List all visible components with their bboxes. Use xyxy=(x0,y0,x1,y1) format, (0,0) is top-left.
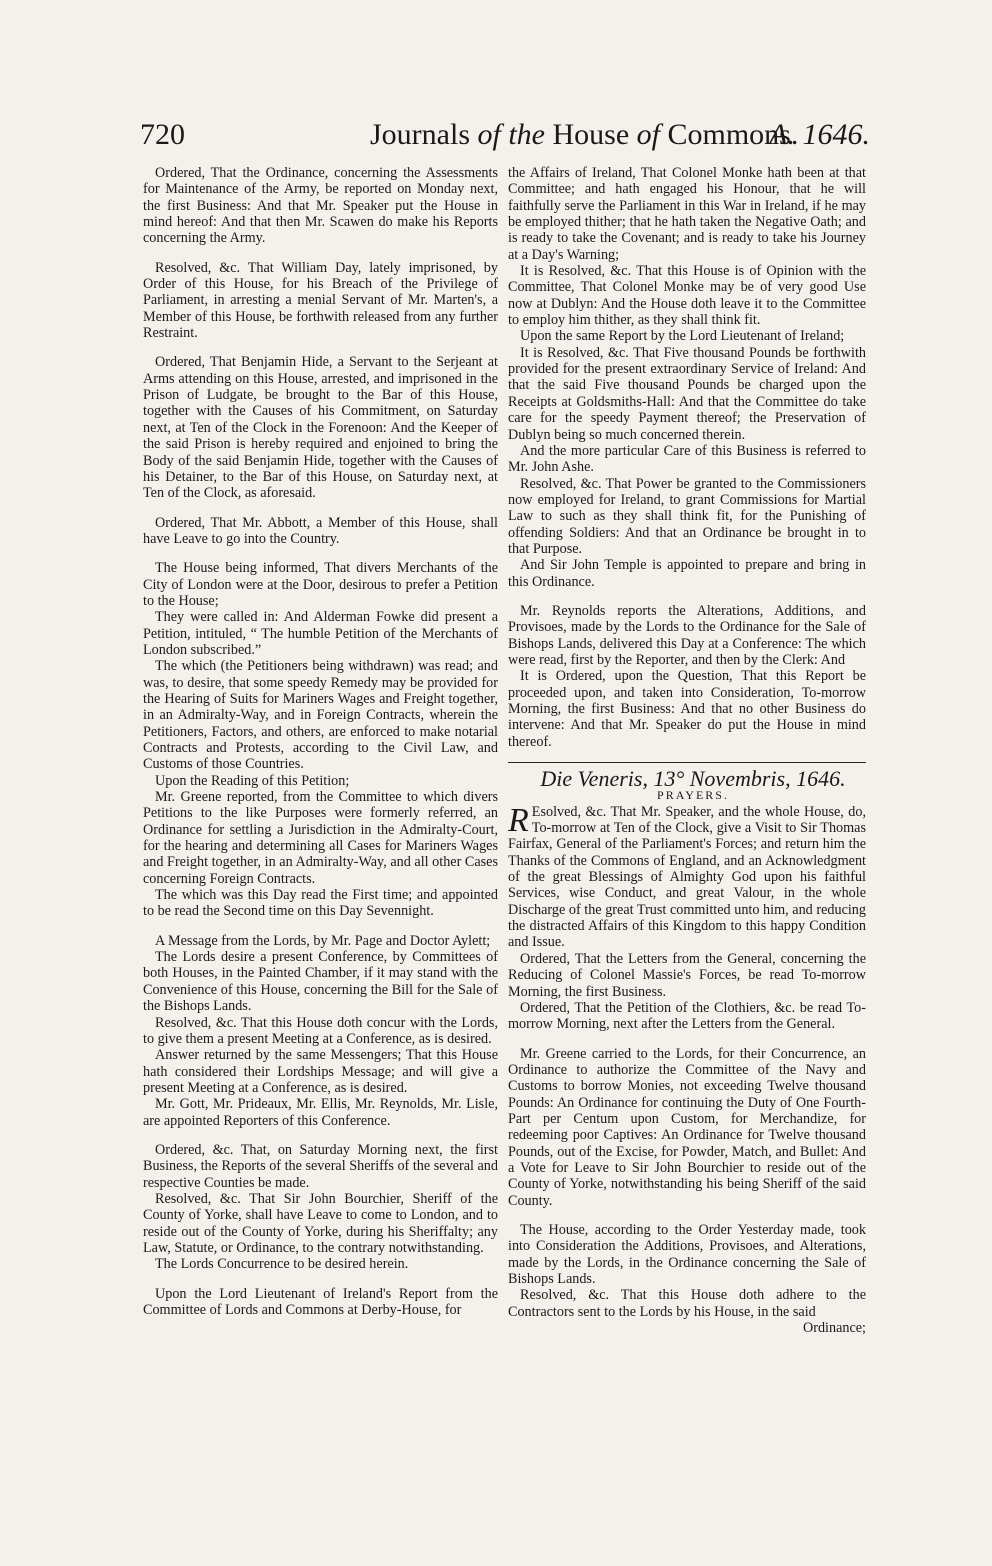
journal-entry: Ordered, That the Letters from the General, concerning the Reducing of Colonel Massie's Forces, be read To-morrow Morning, the first Business. xyxy=(508,950,866,1000)
journal-entry: The which (the Petitioners being withdrawn) was read; and was, to desire, that some speedy Remedy may be provided for the Hearing of Suits for Mariners Wages and Freight together, in an Admiralty-Way, and in Foreign Contracts, wherein the Petitioners, Factors, and others, are enforced to make notarial Contracts and Protests, according to the Civil Law, and Customs of those Countries. xyxy=(143,658,498,773)
journal-entry: Mr. Greene reported, from the Committee to which divers Petitions to the like Purposes were formerly referred, an Ordinance for settling a Jurisdiction in the Admiralty-Court, for the hearing and determining all Cases for Mariners Wages and Freight together, in an Admiralty-Way, and all other Cases concerning Foreign Contracts. xyxy=(143,789,498,887)
journal-entry: And the more particular Care of this Business is referred to Mr. John Ashe. xyxy=(508,442,866,476)
journal-entry: The House being informed, That divers Merchants of the City of London were at the Door, desirous to prefer a Petition to the House; xyxy=(143,560,498,609)
journal-entry: It is Resolved, &c. That Five thousand Pounds be forthwith provided for the present extraordinary Service of Ireland: And that the said Five thousand Pounds be charged upon the Receipts at Goldsmiths-Hall: And that the Committee do take care for the speedy Payment thereof; the Preservation of Dublyn being so much concerned therein. xyxy=(508,344,866,443)
page-number: 720 xyxy=(140,118,185,151)
running-title: Journals of the House of Commons. xyxy=(370,118,799,151)
journal-entry: Ordered, That Mr. Abbott, a Member of this House, shall have Leave to go into the Country. xyxy=(143,514,498,547)
journal-entry: And Sir John Temple is appointed to prepare and bring in this Ordinance. xyxy=(508,557,866,590)
journal-entry: It is Resolved, &c. That this House is of Opinion with the Committee, That Colonel Monke may be of very good Use now at Dublyn: And the House doth leave it to the Committee to employ him thither, as they shall think fit. xyxy=(508,263,866,329)
day-heading: Die Veneris, 13° Novembris, 1646. xyxy=(540,766,846,792)
journal-entry: The Lords desire a present Conference, by Committees of both Houses, in the Painted Chamber, if it may stand with the Convenience of this House, concerning the Bill for the Sale of the Bishops Lands. xyxy=(143,949,498,1015)
catchword: Ordinance; xyxy=(802,1320,866,1337)
right-column-bottom xyxy=(508,801,866,1320)
section-divider xyxy=(508,762,866,763)
journal-entry: Answer returned by the same Messengers; That this House hath considered their Lordships Message; and will give a present Meeting at a Conference, as is desired. xyxy=(143,1047,498,1096)
journal-entry: Resolved, &c. That this House doth concur with the Lords, to give them a present Meeting at a Conference, as is desired. xyxy=(143,1014,498,1047)
right-column-top xyxy=(508,165,866,750)
journal-entry: R Esolved, &c. That Mr. Speaker, and the whole House, do, To-morrow at Ten of the Clock, give a Visit to Sir Thomas Fairfax, General of the Parliament's Forces; and return him the Thanks of the Commons of England, and an Acknowledgment of the great Blessings of Almighty God upon his faithful Services, wise Conduct, and great Valour, in the whole Discharge of the great Trust committed unto him, and reducing the distracted Affairs of this Kingdom to this happy Condition and Issue. xyxy=(508,801,866,951)
journal-entry: Upon the Reading of this Petition; xyxy=(155,772,350,789)
prayers-heading: PRAYERS. xyxy=(657,788,729,803)
journal-entry: Ordered, That the Ordinance, concerning the Assessments for Maintenance of the Army, be reported on Monday next, the first Business: And that Mr. Speaker put the House in mind hereof: And that then Mr. Scawen do make his Reports concerning the Army. xyxy=(143,165,498,247)
running-header xyxy=(140,118,870,162)
journal-entry: Resolved, &c. That Sir John Bourchier, Sheriff of the County of Yorke, shall have Leave to come to London, and to reside out of the County of Yorke, during his Sheriffalty; any Law, Statute, or Ordinance, to the contrary notwithstanding. xyxy=(143,1190,498,1256)
journal-entry: Upon the Lord Lieutenant of Ireland's Report from the Committee of Lords and Commons at Derby-House, for xyxy=(143,1285,498,1318)
journal-entry: Resolved, &c. That Power be granted to the Commissioners now employed for Ireland, to grant Commissions for Martial Law to such as they shall think fit, for the Punishing of offending Soldiers: And that an Ordinance be brought in to that Purpose. xyxy=(508,475,866,557)
journal-entry: Resolved, &c. That William Day, lately imprisoned, by Order of this House, for his Breach of the Privilege of Parliament, in arresting a menial Servant of Mr. Marten's, a Member of this House, be forthwith released from any further Restraint. xyxy=(143,259,498,342)
journal-entry: Mr. Greene carried to the Lords, for their Concurrence, an Ordinance to authorize the Committee of the Navy and Customs to borrow Monies, not exceeding Twelve thousand Pounds: An Ordinance for continuing the Duty of One Fourth-Part per Centum upon Custom, for Merchandize, for redeeming poor Captives: An Ordinance for Twelve thousand Pounds, out of the Excise, for Powder, Match, and Bullet: And a Vote for Leave to Sir John Bourchier to reside out of the County of Yorke, notwithstanding his being Sheriff of the said County. xyxy=(508,1045,866,1209)
left-column xyxy=(143,165,498,1318)
drop-cap: R xyxy=(508,801,529,839)
journal-entry: Mr. Reynolds reports the Alterations, Additions, and Provisoes, made by the Lords to the Ordinance for the Sale of Bishops Lands, delivered this Day at a Conference: The which were read, first by the Reporter, and then by the Clerk: And xyxy=(508,602,866,668)
journal-entry: Ordered, That the Petition of the Clothiers, &c. be read To-morrow Morning, next after the Letters from the General. xyxy=(508,999,866,1033)
journal-entry: They were called in: And Alderman Fowke did present a Petition, intituled, “ The humble Petition of the Merchants of London subscribed.” xyxy=(143,609,498,658)
journal-entry: Ordered, &c. That, on Saturday Morning next, the first Business, the Reports of the several Sheriffs of the several and respective Counties be made. xyxy=(143,1141,498,1191)
journal-entry: It is Ordered, upon the Question, That this Report be proceeded upon, and taken into Consideration, To-morrow Morning, the first Business: And that no other Business do intervene: And that Mr. Speaker do put the House in mind thereof. xyxy=(508,668,866,750)
running-year: A. 1646. xyxy=(769,118,870,151)
right-column xyxy=(508,165,866,1336)
journal-entry: The Lords Concurrence to be desired herein. xyxy=(155,1256,409,1273)
journal-entry: Resolved, &c. That this House doth adhere to the Contractors sent to the Lords by his House, in the said xyxy=(508,1287,866,1320)
journal-entry: Upon the same Report by the Lord Lieutenant of Ireland; xyxy=(520,328,845,345)
journal-entry: Mr. Gott, Mr. Prideaux, Mr. Ellis, Mr. Reynolds, Mr. Lisle, are appointed Reporters of this Conference. xyxy=(143,1096,498,1129)
journal-entry: The House, according to the Order Yesterday made, took into Consideration the Additions, Provisoes, and Alterations, made by the Lords, in the Ordinance concerning the Sale of Bishops Lands. xyxy=(508,1221,866,1287)
journal-entry: Ordered, That Benjamin Hide, a Servant to the Serjeant at Arms attending on this House, arrested, and imprisoned in the Prison of Ludgate, be brought to the Bar of this House, together with the Causes of his Commitment, on Saturday next, at Ten of the Clock in the Forenoon: And the Keeper of the said Prison is hereby required and enjoined to bring the Body of the said Benjamin Hide, together with the Causes of his Detainer, to the Bar of this House, on Saturday next, at Ten of the Clock, as aforesaid. xyxy=(143,354,498,502)
journal-entry: The which was this Day read the First time; and appointed to be read the Second time on this Day Sevennight. xyxy=(143,887,498,920)
journal-entry: the Affairs of Ireland, That Colonel Monke hath been at that Committee; and hath engaged his Honour, that he will faithfully serve the Parliament in this War in Ireland, if he may be employed thither; that he hath taken the Negative Oath; and is ready to take the Covenant; and is ready to take his Journey at a Day's Warning; xyxy=(508,165,866,263)
journal-entry: A Message from the Lords, by Mr. Page and Doctor Aylett; xyxy=(155,932,491,949)
